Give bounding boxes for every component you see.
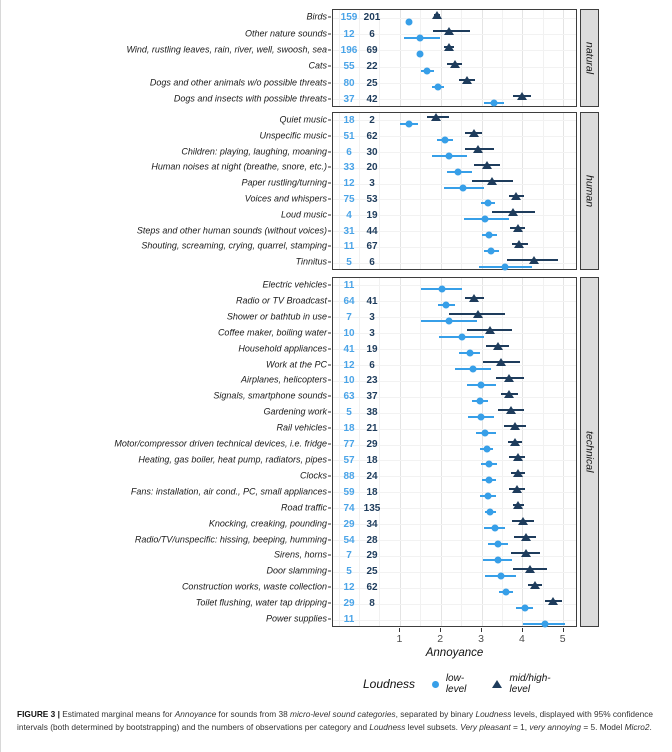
low-circle-marker: [405, 121, 412, 128]
low-circle-marker: [502, 263, 509, 270]
n-low-count: 80: [343, 77, 355, 89]
mid-triangle-marker: [469, 294, 479, 302]
low-circle-marker: [491, 100, 498, 107]
mid-triangle-marker: [504, 374, 514, 382]
n-mid-count: 8: [369, 598, 375, 610]
y-axis-tick: [328, 119, 331, 120]
circle-marker-icon: [432, 681, 439, 688]
y-axis-tick: [328, 491, 331, 492]
y-axis-tick: [328, 539, 331, 540]
n-mid-count: 69: [366, 44, 378, 56]
gridline-minor: [339, 278, 340, 626]
caption-text-segment: = 5. Model: [581, 722, 625, 733]
low-circle-marker: [458, 334, 465, 341]
y-axis-tick: [328, 348, 331, 349]
mid-triangle-marker: [514, 240, 524, 248]
category-label: Work at the PC: [265, 359, 327, 369]
caption-text-segment: micro-level sound categories: [290, 709, 396, 719]
mid-triangle-marker: [469, 129, 479, 137]
category-label: Loud music: [280, 209, 327, 220]
n-mid-count: 34: [366, 518, 378, 530]
facet-strip-technical: [580, 277, 599, 627]
category-label: Dogs and insects with possible threats: [173, 93, 327, 104]
low-circle-marker: [485, 461, 492, 468]
low-circle-marker: [494, 541, 501, 548]
n-low-count: 159: [340, 12, 358, 24]
mid-triangle-marker: [504, 390, 514, 398]
low-circle-marker: [503, 588, 510, 595]
low-circle-marker: [454, 168, 461, 175]
y-axis-tick: [328, 135, 331, 136]
n-mid-count: 19: [366, 343, 378, 355]
low-circle-marker: [443, 302, 450, 309]
y-axis-tick: [328, 396, 331, 397]
n-mid-count: 3: [369, 311, 375, 323]
y-axis-tick: [328, 571, 331, 572]
category-label: Dogs and other animals w/o possible threats: [149, 77, 327, 87]
y-axis-tick: [328, 444, 331, 445]
caption-text-segment: very annoying: [529, 722, 582, 733]
category-label: Door slamming: [266, 565, 327, 576]
y-axis-tick: [328, 262, 331, 263]
n-low-count: 64: [343, 295, 355, 307]
caption-text-segment: Annoyance: [174, 709, 217, 719]
legend-label-low: low-level: [445, 673, 467, 695]
legend-item-mid-high-level: [492, 673, 569, 695]
category-label: Radio or TV Broadcast: [235, 295, 327, 306]
x-axis-tick-label: 3: [478, 633, 484, 645]
n-mid-count: 6: [369, 359, 375, 371]
figure-caption: [17, 708, 663, 735]
n-low-count: 5: [346, 407, 352, 419]
n-mid-count: 28: [366, 534, 378, 546]
n-mid-count: 44: [366, 225, 378, 237]
gridline-major: [400, 10, 401, 106]
n-mid-count: 42: [366, 93, 378, 105]
n-low-count: 11: [343, 241, 355, 253]
low-circle-marker: [446, 318, 453, 325]
y-axis-tick: [328, 332, 331, 333]
x-axis-tick-label: 5: [559, 633, 566, 645]
n-mid-count: 62: [366, 582, 378, 594]
n-mid-count: 22: [366, 61, 378, 73]
caption-text-segment: .: [649, 722, 652, 733]
y-axis-tick: [328, 198, 331, 199]
category-label: Clocks: [299, 470, 327, 481]
n-mid-count: 135: [363, 502, 381, 514]
mid-triangle-marker: [487, 177, 497, 185]
mid-triangle-marker: [444, 27, 454, 35]
x-axis-tick-label: 1: [396, 633, 403, 645]
gridline-minor: [543, 10, 544, 106]
category-label: Tinnitus: [295, 256, 327, 267]
legend-title: Loudness: [363, 677, 416, 691]
low-circle-marker: [494, 556, 501, 563]
mid-triangle-marker: [485, 326, 495, 334]
y-axis-tick: [328, 523, 331, 524]
mid-triangle-marker: [513, 224, 523, 232]
n-mid-count: 21: [366, 423, 378, 435]
x-axis-tick-label: 4: [518, 633, 525, 645]
n-mid-count: 38: [366, 407, 378, 419]
x-axis-title: Annoyance: [425, 647, 484, 659]
n-low-count: 11: [343, 614, 355, 626]
n-low-count: 10: [343, 375, 355, 387]
n-mid-count: 3: [369, 327, 375, 339]
low-circle-marker: [466, 350, 473, 357]
y-axis-tick: [328, 459, 331, 460]
y-axis-tick: [328, 167, 331, 168]
n-low-count: 12: [343, 582, 355, 594]
low-circle-marker: [469, 366, 476, 373]
facet-strip-natural: [580, 9, 599, 107]
category-label: Motor/compressor driven technical devices, i.e. fridge: [114, 438, 327, 449]
mid-triangle-marker: [473, 145, 483, 153]
category-label: Fans: installation, air cond., PC, small appliances: [130, 486, 327, 497]
y-axis-tick: [328, 151, 331, 152]
low-circle-marker: [498, 572, 505, 579]
low-circle-marker: [417, 51, 424, 58]
mid-triangle-marker: [513, 453, 523, 461]
low-circle-marker: [434, 84, 441, 91]
y-axis-tick: [328, 507, 331, 508]
mid-triangle-marker: [529, 256, 539, 264]
n-mid-count: 19: [366, 209, 378, 221]
y-axis-tick: [328, 183, 331, 184]
mid-triangle-marker: [496, 358, 506, 366]
category-label: Human noises at night (breathe, snore, etc.): [151, 161, 327, 172]
y-axis-tick: [328, 49, 331, 50]
gridline-minor: [461, 10, 462, 106]
mid-triangle-marker: [511, 192, 521, 200]
y-axis-tick: [328, 300, 331, 301]
mid-triangle-marker: [521, 549, 531, 557]
caption-figure-number: FIGURE 3 |: [17, 709, 63, 719]
low-circle-marker: [441, 137, 448, 144]
y-axis-tick: [328, 82, 331, 83]
gridline-minor: [379, 10, 380, 106]
n-low-count: 12: [343, 28, 355, 40]
gridline-minor: [379, 278, 380, 626]
n-low-count: 75: [343, 193, 355, 205]
y-axis-tick: [328, 246, 331, 247]
mid-triangle-marker: [510, 438, 520, 446]
category-label: Shouting, screaming, crying, quarrel, stamping: [141, 240, 327, 251]
category-label: Road traffic: [280, 502, 327, 513]
category-label: Power supplies: [265, 613, 327, 624]
panel-natural: [332, 9, 577, 107]
mid-triangle-marker: [506, 406, 516, 414]
category-label: Signals, smartphone sounds: [213, 390, 327, 401]
n-mid-count: 24: [366, 470, 378, 482]
mid-triangle-marker: [513, 501, 523, 509]
n-mid-count: 62: [366, 130, 378, 142]
category-label: Children: playing, laughing, moaning: [181, 146, 327, 156]
legend-item-low-level: [432, 673, 483, 695]
mid-triangle-marker: [548, 597, 558, 605]
category-label: Construction works, waste collection: [181, 581, 327, 592]
n-low-count: 4: [346, 209, 352, 221]
caption-text-segment: Estimated marginal means for: [62, 709, 175, 719]
n-low-count: 6: [346, 146, 352, 158]
caption-text-segment: , separated by binary: [395, 709, 476, 719]
facet-strip-human: [580, 112, 599, 270]
low-circle-marker: [486, 477, 493, 484]
n-mid-count: 23: [366, 375, 378, 387]
n-low-count: 41: [343, 343, 355, 355]
mid-triangle-marker: [450, 60, 460, 68]
category-label: Rail vehicles: [276, 422, 327, 433]
category-label: Unspecific music: [259, 130, 327, 141]
y-axis-tick: [328, 428, 331, 429]
y-axis-tick: [328, 284, 331, 285]
triangle-marker-icon: [492, 680, 502, 688]
mid-triangle-marker: [510, 422, 520, 430]
low-circle-marker: [485, 200, 492, 207]
legend-label-mid: mid/high-level: [509, 673, 551, 695]
low-circle-marker: [488, 247, 495, 254]
n-mid-count: 201: [363, 12, 381, 24]
y-axis-tick: [328, 364, 331, 365]
n-mid-count: 6: [369, 28, 375, 40]
mid-triangle-marker: [482, 161, 492, 169]
low-circle-marker: [417, 35, 424, 42]
mid-triangle-marker: [518, 517, 528, 525]
low-circle-marker: [478, 381, 485, 388]
category-label: Heating, gas boiler, heat pump, radiators, pipes: [138, 454, 327, 465]
facet-strip-label: technical: [583, 431, 596, 473]
low-circle-marker: [460, 184, 467, 191]
mid-triangle-marker: [508, 208, 518, 216]
n-low-count: 5: [346, 566, 352, 578]
y-axis-tick: [328, 17, 331, 18]
y-axis-tick: [328, 603, 331, 604]
n-low-count: 77: [343, 439, 355, 451]
category-label: Steps and other human sounds (without voices): [136, 225, 327, 235]
low-circle-marker: [485, 493, 492, 500]
gridline-major: [400, 278, 401, 626]
gridline-major: [563, 10, 564, 106]
category-label: Quiet music: [279, 114, 327, 125]
caption-text-segment: Micro2: [624, 722, 650, 733]
n-mid-count: 30: [366, 146, 378, 158]
panel-technical: [332, 277, 577, 627]
category-label: Toilet flushing, water tap dripping: [195, 597, 327, 608]
n-low-count: 33: [343, 162, 355, 174]
caption-text-segment: = 1,: [510, 722, 530, 733]
n-mid-count: 18: [366, 454, 378, 466]
y-axis-tick: [328, 587, 331, 588]
low-circle-marker: [487, 509, 494, 516]
gridline-minor: [339, 10, 340, 106]
n-mid-count: 25: [366, 77, 378, 89]
mid-triangle-marker: [525, 565, 535, 573]
low-circle-marker: [405, 18, 412, 25]
n-low-count: 51: [343, 130, 355, 142]
n-mid-count: 25: [366, 566, 378, 578]
facet-strip-label: human: [583, 174, 596, 208]
x-axis-tick: [522, 628, 523, 632]
category-label: Airplanes, helicopters: [240, 374, 327, 385]
n-low-count: 18: [343, 114, 355, 126]
mid-triangle-marker: [431, 113, 441, 121]
facet-strip-label: natural: [583, 41, 596, 75]
n-low-count: 196: [340, 44, 358, 56]
n-low-count: 7: [346, 311, 352, 323]
low-circle-marker: [483, 445, 490, 452]
low-circle-marker: [486, 232, 493, 239]
n-mid-count: 53: [366, 193, 378, 205]
low-circle-marker: [491, 525, 498, 532]
gridline-major: [441, 10, 442, 106]
y-axis-tick: [328, 33, 331, 34]
n-low-count: 18: [343, 423, 355, 435]
row-gridline: [333, 620, 576, 621]
n-low-count: 29: [343, 518, 355, 530]
x-axis-tick: [563, 628, 564, 632]
n-low-count: 7: [346, 550, 352, 562]
n-low-count: 31: [343, 225, 355, 237]
y-axis-tick: [328, 98, 331, 99]
caption-text-segment: levels, displayed with 95% confidence intervals (both determined by bootstrapping) and the numbers of observations per category and: [17, 709, 654, 733]
y-axis-tick: [328, 380, 331, 381]
y-axis-tick: [328, 475, 331, 476]
gridline-minor: [420, 10, 421, 106]
y-axis-tick: [328, 619, 331, 620]
n-low-count: 59: [343, 486, 355, 498]
n-low-count: 29: [343, 598, 355, 610]
mid-triangle-marker: [473, 310, 483, 318]
gridline-major: [522, 278, 523, 626]
low-circle-marker: [424, 67, 431, 74]
n-low-count: 37: [343, 93, 355, 105]
mid-triangle-marker: [517, 92, 527, 100]
category-label: Voices and whispers: [244, 193, 327, 204]
category-label: Radio/TV/unspecific: hissing, beeping, humming: [134, 534, 327, 544]
n-low-count: 63: [343, 391, 355, 403]
n-low-count: 11: [343, 279, 355, 291]
low-circle-marker: [477, 397, 484, 404]
loudness-legend: [363, 673, 569, 695]
caption-text-segment: level subsets.: [405, 722, 461, 733]
low-circle-marker: [446, 153, 453, 160]
category-label: Household appliances: [238, 343, 327, 354]
category-label: Other nature sounds: [244, 28, 327, 38]
n-low-count: 12: [343, 178, 355, 190]
category-label: Electric vehicles: [262, 279, 327, 290]
mid-triangle-marker: [521, 533, 531, 541]
caption-text-segment: Loudness: [475, 709, 512, 719]
gridline-minor: [359, 278, 360, 626]
n-low-count: 74: [343, 502, 355, 514]
caption-text-segment: for sounds from 38: [216, 709, 291, 719]
y-axis-tick: [328, 214, 331, 215]
n-mid-count: 29: [366, 550, 378, 562]
low-circle-marker: [541, 620, 548, 627]
mid-triangle-marker: [512, 485, 522, 493]
y-axis-tick: [328, 66, 331, 67]
x-axis-tick: [481, 628, 482, 632]
mid-triangle-marker: [493, 342, 503, 350]
category-label: Knocking, creaking, pounding: [208, 518, 327, 529]
x-axis-tick: [440, 628, 441, 632]
n-mid-count: 18: [366, 486, 378, 498]
n-mid-count: 6: [369, 257, 375, 269]
x-axis-tick: [399, 628, 400, 632]
category-label: Paper rustling/turning: [241, 177, 327, 188]
n-low-count: 88: [343, 470, 355, 482]
category-label: Wind, rustling leaves, rain, river, well, swoosh, sea: [126, 44, 327, 55]
n-mid-count: 37: [366, 391, 378, 403]
category-label: Birds: [306, 11, 327, 22]
gridline-minor: [502, 10, 503, 106]
gridline-minor: [420, 278, 421, 626]
n-mid-count: 67: [366, 241, 378, 253]
low-circle-marker: [482, 429, 489, 436]
gridline-major: [441, 278, 442, 626]
gridline-minor: [359, 10, 360, 106]
gridline-major: [482, 10, 483, 106]
caption-text-segment: Very pleasant: [460, 722, 511, 733]
y-axis-tick: [328, 555, 331, 556]
n-mid-count: 29: [366, 439, 378, 451]
x-axis-tick-label: 2: [437, 633, 444, 645]
category-label: Sirens, horns: [273, 549, 327, 560]
n-mid-count: 20: [366, 162, 378, 174]
gridline-minor: [461, 278, 462, 626]
row-gridline: [333, 285, 576, 286]
category-label: Gardening work: [263, 406, 327, 417]
gridline-major: [563, 278, 564, 626]
y-axis-tick: [328, 316, 331, 317]
y-axis-tick: [328, 230, 331, 231]
low-circle-marker: [521, 604, 528, 611]
mid-triangle-marker: [432, 11, 442, 19]
n-low-count: 12: [343, 359, 355, 371]
n-mid-count: 3: [369, 178, 375, 190]
mid-triangle-marker: [513, 469, 523, 477]
n-low-count: 54: [343, 534, 355, 546]
mid-triangle-marker: [462, 76, 472, 84]
y-axis-tick: [328, 412, 331, 413]
mid-triangle-marker: [444, 43, 454, 51]
n-low-count: 55: [343, 61, 355, 73]
panel-human: [332, 112, 577, 270]
category-label: Cats: [308, 60, 327, 71]
category-label: Coffee maker, boiling water: [217, 327, 327, 338]
n-mid-count: 2: [369, 114, 375, 126]
n-low-count: 57: [343, 454, 355, 466]
n-low-count: 10: [343, 327, 355, 339]
mid-triangle-marker: [530, 581, 540, 589]
low-circle-marker: [482, 216, 489, 223]
n-low-count: 5: [346, 257, 352, 269]
low-circle-marker: [439, 286, 446, 293]
low-circle-marker: [478, 413, 485, 420]
caption-text-segment: Loudness: [369, 722, 406, 733]
category-label: Shower or bathtub in use: [226, 311, 327, 322]
n-mid-count: 41: [366, 295, 378, 307]
gridline-minor: [543, 278, 544, 626]
